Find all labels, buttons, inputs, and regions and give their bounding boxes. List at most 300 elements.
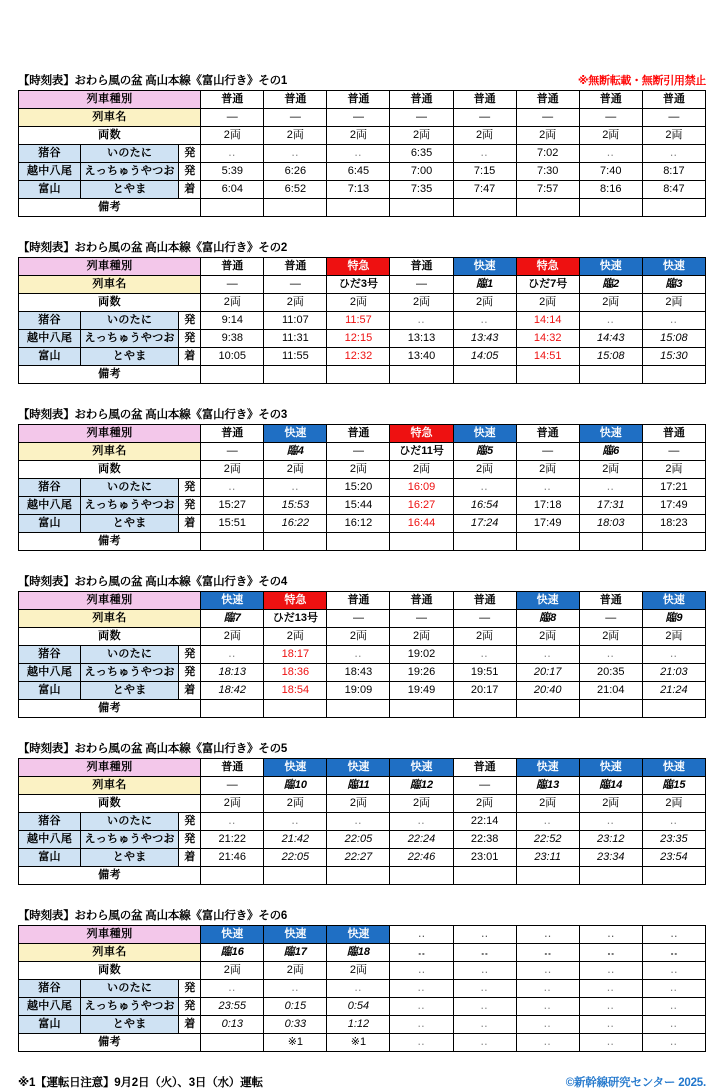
remarks-cell: ‥ bbox=[453, 1034, 516, 1052]
train-name-row bbox=[19, 777, 706, 795]
remarks-cell bbox=[453, 366, 516, 384]
departure-arrival-marker: 着 bbox=[179, 682, 201, 700]
train-type-cell: 普通 bbox=[390, 592, 453, 610]
time-cell: 18:23 bbox=[642, 515, 705, 533]
departure-arrival-marker: 発 bbox=[179, 998, 201, 1016]
station-kana-cell: とやま bbox=[81, 849, 179, 867]
timetable-heading bbox=[18, 573, 706, 589]
time-cell: 7:40 bbox=[579, 163, 642, 181]
train-name-cell: ひだ7号 bbox=[516, 276, 579, 294]
row-label-car-count: 両数 bbox=[19, 461, 201, 479]
train-name-cell: 臨18 bbox=[327, 944, 390, 962]
train-name-cell: ‥ bbox=[516, 944, 579, 962]
station-name-cell: 富山 bbox=[19, 181, 81, 199]
train-name-cell: ― bbox=[453, 109, 516, 127]
train-type-cell: 普通 bbox=[327, 91, 390, 109]
time-cell: 22:14 bbox=[453, 813, 516, 831]
time-placeholder-cell: ‥ bbox=[201, 980, 264, 998]
station-name-cell: 猪谷 bbox=[19, 479, 81, 497]
time-cell: 9:38 bbox=[201, 330, 264, 348]
time-placeholder-cell: ‥ bbox=[579, 980, 642, 998]
remarks-row bbox=[19, 1034, 706, 1052]
row-label-train-name: 列車名 bbox=[19, 777, 201, 795]
train-name-cell: 臨12 bbox=[390, 777, 453, 795]
page-footer bbox=[18, 1074, 706, 1090]
station-name-cell: 富山 bbox=[19, 1016, 81, 1034]
station-name-cell: 越中八尾 bbox=[19, 497, 81, 515]
time-placeholder-cell: ‥ bbox=[327, 145, 390, 163]
time-placeholder-cell: ‥ bbox=[390, 998, 453, 1016]
station-row bbox=[19, 849, 706, 867]
departure-arrival-marker: 着 bbox=[179, 515, 201, 533]
car-count-cell: 2両 bbox=[642, 294, 705, 312]
time-placeholder-cell: ‥ bbox=[516, 813, 579, 831]
remarks-cell bbox=[579, 533, 642, 551]
departure-arrival-marker: 発 bbox=[179, 479, 201, 497]
station-kana-cell: いのたに bbox=[81, 813, 179, 831]
car-count-cell: 2両 bbox=[453, 461, 516, 479]
row-label-train-type: 列車種別 bbox=[19, 759, 201, 777]
station-kana-cell: とやま bbox=[81, 1016, 179, 1034]
station-row bbox=[19, 664, 706, 682]
departure-arrival-marker: 発 bbox=[179, 831, 201, 849]
timetable-blocks bbox=[18, 72, 706, 1052]
departure-arrival-marker: 発 bbox=[179, 813, 201, 831]
time-cell: 6:35 bbox=[390, 145, 453, 163]
departure-arrival-marker: 発 bbox=[179, 145, 201, 163]
departure-arrival-marker: 発 bbox=[179, 664, 201, 682]
departure-arrival-marker: 発 bbox=[179, 330, 201, 348]
timetable-heading bbox=[18, 740, 706, 756]
remarks-row bbox=[19, 867, 706, 885]
station-kana-cell: えっちゅうやつお bbox=[81, 163, 179, 181]
train-name-row bbox=[19, 109, 706, 127]
train-type-cell: ‥ bbox=[516, 926, 579, 944]
station-row bbox=[19, 998, 706, 1016]
remarks-cell bbox=[453, 867, 516, 885]
heading-spacer bbox=[705, 588, 706, 589]
train-name-row bbox=[19, 610, 706, 628]
remarks-row bbox=[19, 533, 706, 551]
car-count-cell: 2両 bbox=[390, 461, 453, 479]
train-name-cell: 臨7 bbox=[201, 610, 264, 628]
train-type-cell: 快速 bbox=[642, 592, 705, 610]
departure-arrival-marker: 発 bbox=[179, 646, 201, 664]
station-kana-cell: えっちゅうやつお bbox=[81, 497, 179, 515]
train-type-cell: 快速 bbox=[201, 926, 264, 944]
car-count-cell: 2両 bbox=[201, 795, 264, 813]
time-cell: 18:42 bbox=[201, 682, 264, 700]
train-type-cell: 快速 bbox=[327, 759, 390, 777]
remarks-cell bbox=[264, 366, 327, 384]
time-placeholder-cell: ‥ bbox=[453, 312, 516, 330]
train-name-cell: ― bbox=[390, 276, 453, 294]
train-type-cell: 普通 bbox=[516, 91, 579, 109]
train-name-cell: 臨9 bbox=[642, 610, 705, 628]
time-cell: 15:44 bbox=[327, 497, 390, 515]
time-cell: 16:27 bbox=[390, 497, 453, 515]
train-type-cell: 快速 bbox=[390, 759, 453, 777]
station-row bbox=[19, 348, 706, 366]
remarks-cell bbox=[201, 366, 264, 384]
time-placeholder-cell: ‥ bbox=[201, 813, 264, 831]
station-kana-cell: いのたに bbox=[81, 312, 179, 330]
train-type-cell: 普通 bbox=[264, 91, 327, 109]
time-cell: 21:03 bbox=[642, 664, 705, 682]
train-name-cell: 臨1 bbox=[453, 276, 516, 294]
train-name-cell: ― bbox=[642, 443, 705, 461]
train-type-cell: 快速 bbox=[579, 425, 642, 443]
time-cell: 13:13 bbox=[390, 330, 453, 348]
time-cell: 17:31 bbox=[579, 497, 642, 515]
train-type-cell: 快速 bbox=[201, 592, 264, 610]
remarks-cell bbox=[579, 700, 642, 718]
remarks-cell: ‥ bbox=[642, 1034, 705, 1052]
train-name-cell: ‥ bbox=[642, 944, 705, 962]
station-name-cell: 富山 bbox=[19, 515, 81, 533]
train-type-cell: 快速 bbox=[579, 258, 642, 276]
station-kana-cell: とやま bbox=[81, 348, 179, 366]
time-placeholder-cell: ‥ bbox=[264, 813, 327, 831]
time-cell: 23:01 bbox=[453, 849, 516, 867]
copy-warning-text: ※無断転載・無断引用禁止 bbox=[577, 75, 706, 87]
train-type-cell: 特急 bbox=[516, 258, 579, 276]
train-type-cell: 快速 bbox=[453, 425, 516, 443]
time-cell: 12:32 bbox=[327, 348, 390, 366]
train-name-cell: 臨5 bbox=[453, 443, 516, 461]
remarks-cell bbox=[453, 533, 516, 551]
train-type-cell: 快速 bbox=[642, 258, 705, 276]
station-name-cell: 越中八尾 bbox=[19, 330, 81, 348]
station-name-cell: 猪谷 bbox=[19, 980, 81, 998]
car-count-cell: 2両 bbox=[516, 795, 579, 813]
train-type-cell: 快速 bbox=[264, 926, 327, 944]
car-count-cell: 2両 bbox=[264, 294, 327, 312]
car-count-cell: 2両 bbox=[201, 461, 264, 479]
time-cell: 18:36 bbox=[264, 664, 327, 682]
time-cell: 8:47 bbox=[642, 181, 705, 199]
car-count-cell: ‥ bbox=[642, 962, 705, 980]
timetable-heading bbox=[18, 907, 706, 923]
heading-spacer bbox=[705, 254, 706, 255]
car-count-cell: 2両 bbox=[201, 962, 264, 980]
car-count-row bbox=[19, 127, 706, 145]
row-label-remarks: 備考 bbox=[19, 867, 201, 885]
time-placeholder-cell: ‥ bbox=[264, 980, 327, 998]
car-count-cell: 2両 bbox=[516, 461, 579, 479]
row-label-train-type: 列車種別 bbox=[19, 926, 201, 944]
time-cell: 17:24 bbox=[453, 515, 516, 533]
time-cell: 17:18 bbox=[516, 497, 579, 515]
time-cell: 7:57 bbox=[516, 181, 579, 199]
car-count-cell: 2両 bbox=[642, 461, 705, 479]
train-name-cell: ― bbox=[264, 109, 327, 127]
remarks-cell: ‥ bbox=[390, 1034, 453, 1052]
time-cell: 11:31 bbox=[264, 330, 327, 348]
remarks-cell bbox=[327, 867, 390, 885]
remarks-cell bbox=[516, 867, 579, 885]
car-count-cell: 2両 bbox=[579, 795, 642, 813]
remarks-cell bbox=[642, 700, 705, 718]
timetable-block bbox=[18, 740, 706, 885]
station-name-cell: 富山 bbox=[19, 849, 81, 867]
train-type-cell: 特急 bbox=[327, 258, 390, 276]
time-placeholder-cell: ‥ bbox=[516, 1016, 579, 1034]
remarks-cell bbox=[642, 867, 705, 885]
remarks-cell bbox=[642, 366, 705, 384]
station-row bbox=[19, 163, 706, 181]
time-cell: 20:17 bbox=[453, 682, 516, 700]
car-count-cell: 2両 bbox=[579, 628, 642, 646]
time-cell: 23:35 bbox=[642, 831, 705, 849]
car-count-cell: 2両 bbox=[579, 127, 642, 145]
remarks-row bbox=[19, 700, 706, 718]
remarks-cell bbox=[264, 199, 327, 217]
train-type-cell: 普通 bbox=[453, 759, 516, 777]
train-type-row bbox=[19, 258, 706, 276]
car-count-cell: ‥ bbox=[453, 962, 516, 980]
train-name-cell: ‥ bbox=[453, 944, 516, 962]
station-name-cell: 越中八尾 bbox=[19, 998, 81, 1016]
train-name-cell: ― bbox=[453, 610, 516, 628]
remarks-cell: ※1 bbox=[327, 1034, 390, 1052]
train-name-cell: 臨14 bbox=[579, 777, 642, 795]
car-count-cell: 2両 bbox=[516, 127, 579, 145]
station-row bbox=[19, 181, 706, 199]
row-label-train-name: 列車名 bbox=[19, 610, 201, 628]
timetable-heading bbox=[18, 406, 706, 422]
remarks-cell bbox=[642, 199, 705, 217]
station-name-cell: 越中八尾 bbox=[19, 163, 81, 181]
train-name-cell: ― bbox=[327, 610, 390, 628]
row-label-car-count: 両数 bbox=[19, 962, 201, 980]
time-cell: 8:16 bbox=[579, 181, 642, 199]
train-name-cell: ‥ bbox=[579, 944, 642, 962]
train-type-cell: 普通 bbox=[642, 425, 705, 443]
time-placeholder-cell: ‥ bbox=[327, 980, 390, 998]
remarks-cell bbox=[201, 199, 264, 217]
row-label-train-name: 列車名 bbox=[19, 276, 201, 294]
train-name-cell: ひだ13号 bbox=[264, 610, 327, 628]
time-cell: 23:54 bbox=[642, 849, 705, 867]
time-placeholder-cell: ‥ bbox=[453, 998, 516, 1016]
time-cell: 6:04 bbox=[201, 181, 264, 199]
time-cell: 15:51 bbox=[201, 515, 264, 533]
car-count-cell: 2両 bbox=[327, 294, 390, 312]
remarks-cell bbox=[264, 867, 327, 885]
remarks-cell bbox=[390, 867, 453, 885]
time-cell: 10:05 bbox=[201, 348, 264, 366]
remarks-cell bbox=[264, 533, 327, 551]
car-count-cell: 2両 bbox=[327, 628, 390, 646]
row-label-train-type: 列車種別 bbox=[19, 258, 201, 276]
remarks-cell bbox=[201, 533, 264, 551]
station-kana-cell: えっちゅうやつお bbox=[81, 330, 179, 348]
remarks-cell bbox=[390, 533, 453, 551]
train-type-cell: 普通 bbox=[579, 91, 642, 109]
row-label-train-name: 列車名 bbox=[19, 443, 201, 461]
train-name-cell: 臨6 bbox=[579, 443, 642, 461]
station-kana-cell: えっちゅうやつお bbox=[81, 831, 179, 849]
train-type-cell: 特急 bbox=[264, 592, 327, 610]
train-type-cell: 普通 bbox=[579, 592, 642, 610]
train-type-cell: ‥ bbox=[642, 926, 705, 944]
time-cell: 12:15 bbox=[327, 330, 390, 348]
remarks-cell bbox=[453, 199, 516, 217]
car-count-cell: 2両 bbox=[642, 127, 705, 145]
time-placeholder-cell: ‥ bbox=[642, 145, 705, 163]
time-cell: 23:12 bbox=[579, 831, 642, 849]
timetable-title: 【時刻表】おわら風の盆 高山本線《富山行き》その5 bbox=[18, 743, 288, 755]
time-cell: 16:22 bbox=[264, 515, 327, 533]
train-type-cell: ‥ bbox=[390, 926, 453, 944]
remarks-cell: ‥ bbox=[516, 1034, 579, 1052]
row-label-train-type: 列車種別 bbox=[19, 425, 201, 443]
remarks-cell bbox=[327, 199, 390, 217]
time-placeholder-cell: ‥ bbox=[579, 145, 642, 163]
train-type-cell: 快速 bbox=[327, 926, 390, 944]
train-type-cell: 快速 bbox=[579, 759, 642, 777]
station-row bbox=[19, 479, 706, 497]
remarks-cell bbox=[516, 533, 579, 551]
departure-arrival-marker: 発 bbox=[179, 312, 201, 330]
time-cell: 17:49 bbox=[516, 515, 579, 533]
train-type-cell: 普通 bbox=[201, 258, 264, 276]
train-name-cell: 臨11 bbox=[327, 777, 390, 795]
train-name-cell: ― bbox=[327, 443, 390, 461]
train-name-cell: ― bbox=[201, 777, 264, 795]
row-label-car-count: 両数 bbox=[19, 294, 201, 312]
train-name-cell: ― bbox=[579, 109, 642, 127]
time-cell: 8:17 bbox=[642, 163, 705, 181]
remarks-row bbox=[19, 366, 706, 384]
train-type-cell: 快速 bbox=[453, 258, 516, 276]
train-name-row bbox=[19, 276, 706, 294]
train-name-cell: ひだ11号 bbox=[390, 443, 453, 461]
time-cell: 15:08 bbox=[579, 348, 642, 366]
station-kana-cell: とやま bbox=[81, 181, 179, 199]
time-placeholder-cell: ‥ bbox=[579, 312, 642, 330]
time-placeholder-cell: ‥ bbox=[453, 479, 516, 497]
station-name-cell: 越中八尾 bbox=[19, 664, 81, 682]
heading-spacer bbox=[705, 922, 706, 923]
departure-arrival-marker: 発 bbox=[179, 163, 201, 181]
time-cell: 14:14 bbox=[516, 312, 579, 330]
car-count-cell: 2両 bbox=[327, 461, 390, 479]
time-placeholder-cell: ‥ bbox=[579, 998, 642, 1016]
car-count-cell: 2両 bbox=[390, 628, 453, 646]
train-type-cell: 普通 bbox=[390, 91, 453, 109]
row-label-remarks: 備考 bbox=[19, 366, 201, 384]
timetable-grid bbox=[18, 758, 706, 885]
timetable-grid bbox=[18, 925, 706, 1052]
time-placeholder-cell: ‥ bbox=[390, 980, 453, 998]
train-type-cell: 普通 bbox=[201, 91, 264, 109]
copyright-credit: ©新幹線研究センター 2025. bbox=[565, 1077, 706, 1089]
row-label-train-name: 列車名 bbox=[19, 944, 201, 962]
remarks-cell: ‥ bbox=[579, 1034, 642, 1052]
time-placeholder-cell: ‥ bbox=[579, 1016, 642, 1034]
train-name-cell: 臨10 bbox=[264, 777, 327, 795]
car-count-cell: 2両 bbox=[390, 127, 453, 145]
time-cell: 17:21 bbox=[642, 479, 705, 497]
timetable-grid bbox=[18, 90, 706, 217]
time-cell: 23:11 bbox=[516, 849, 579, 867]
timetable-block bbox=[18, 406, 706, 551]
time-cell: 14:32 bbox=[516, 330, 579, 348]
time-placeholder-cell: ‥ bbox=[516, 479, 579, 497]
time-placeholder-cell: ‥ bbox=[453, 1016, 516, 1034]
train-type-cell: 快速 bbox=[264, 759, 327, 777]
row-label-car-count: 両数 bbox=[19, 628, 201, 646]
car-count-cell: 2両 bbox=[201, 127, 264, 145]
row-label-remarks: 備考 bbox=[19, 533, 201, 551]
train-name-cell: ひだ3号 bbox=[327, 276, 390, 294]
time-cell: 19:49 bbox=[390, 682, 453, 700]
time-cell: 21:22 bbox=[201, 831, 264, 849]
station-name-cell: 富山 bbox=[19, 682, 81, 700]
time-cell: 6:45 bbox=[327, 163, 390, 181]
departure-arrival-marker: 発 bbox=[179, 980, 201, 998]
remarks-cell bbox=[327, 366, 390, 384]
car-count-cell: 2両 bbox=[327, 962, 390, 980]
row-label-train-type: 列車種別 bbox=[19, 592, 201, 610]
time-cell: 18:43 bbox=[327, 664, 390, 682]
time-cell: 13:43 bbox=[453, 330, 516, 348]
timetable-title: 【時刻表】おわら風の盆 高山本線《富山行き》その6 bbox=[18, 910, 288, 922]
time-cell: 0:13 bbox=[201, 1016, 264, 1034]
car-count-cell: 2両 bbox=[579, 294, 642, 312]
row-label-remarks: 備考 bbox=[19, 1034, 201, 1052]
heading-spacer bbox=[705, 421, 706, 422]
train-name-cell: ― bbox=[579, 610, 642, 628]
time-cell: 16:09 bbox=[390, 479, 453, 497]
car-count-cell: 2両 bbox=[453, 127, 516, 145]
timetable-grid bbox=[18, 424, 706, 551]
time-cell: 0:33 bbox=[264, 1016, 327, 1034]
car-count-cell: 2両 bbox=[453, 294, 516, 312]
time-cell: 6:52 bbox=[264, 181, 327, 199]
train-name-cell: ― bbox=[516, 109, 579, 127]
departure-arrival-marker: 着 bbox=[179, 181, 201, 199]
remarks-cell bbox=[390, 366, 453, 384]
car-count-row bbox=[19, 962, 706, 980]
time-cell: 16:54 bbox=[453, 497, 516, 515]
time-cell: 23:34 bbox=[579, 849, 642, 867]
time-placeholder-cell: ‥ bbox=[264, 145, 327, 163]
train-name-cell: 臨16 bbox=[201, 944, 264, 962]
time-cell: 11:55 bbox=[264, 348, 327, 366]
remarks-cell bbox=[327, 700, 390, 718]
train-type-cell: 普通 bbox=[201, 759, 264, 777]
time-cell: 20:40 bbox=[516, 682, 579, 700]
time-placeholder-cell: ‥ bbox=[453, 145, 516, 163]
time-cell: 21:04 bbox=[579, 682, 642, 700]
time-cell: 19:09 bbox=[327, 682, 390, 700]
time-placeholder-cell: ‥ bbox=[579, 479, 642, 497]
departure-arrival-marker: 着 bbox=[179, 348, 201, 366]
train-name-cell: ― bbox=[516, 443, 579, 461]
station-kana-cell: えっちゅうやつお bbox=[81, 664, 179, 682]
time-cell: 15:53 bbox=[264, 497, 327, 515]
departure-arrival-marker: 発 bbox=[179, 497, 201, 515]
car-count-cell: 2両 bbox=[264, 127, 327, 145]
car-count-row bbox=[19, 628, 706, 646]
timetable-heading bbox=[18, 72, 706, 88]
train-type-cell: 普通 bbox=[642, 91, 705, 109]
train-type-cell: 普通 bbox=[327, 425, 390, 443]
time-cell: 20:35 bbox=[579, 664, 642, 682]
